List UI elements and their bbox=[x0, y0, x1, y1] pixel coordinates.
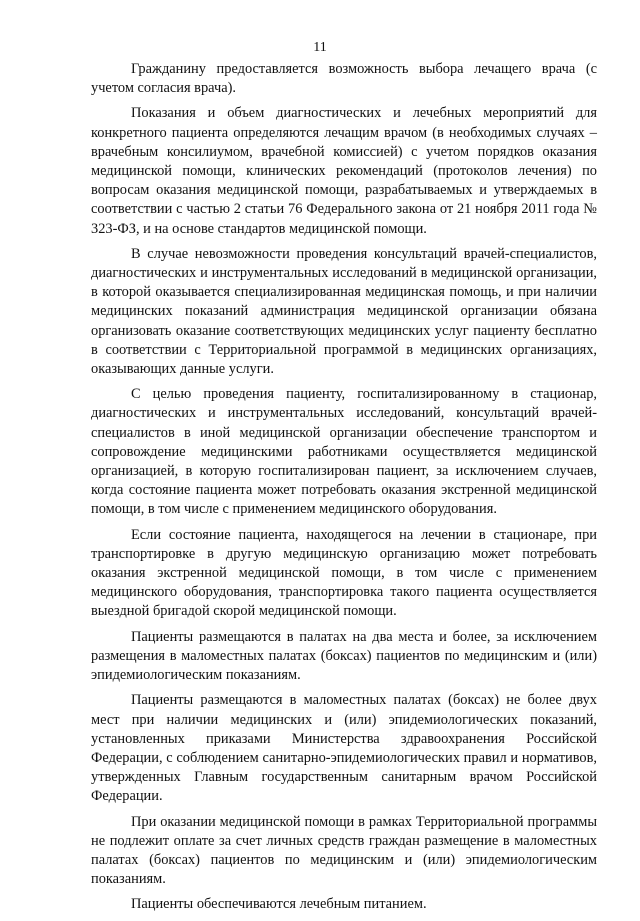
paragraph: Показания и объем диагностических и лечебных мероприятий для конкретного пациента определяются лечащим врачом (в необходимых случаях – врачебным консилиумом, врачебной комиссией) с учетом порядков оказания медицинской помощи, клинических рекомендаций (протоколов лечения) по вопросам оказания медицинской помощи, разрабатываемых и утверждаемых в соответствии с частью 2 статьи 76 Федерального закона от 21 ноября 2011 года № 323-ФЗ, и на основе стандартов медицинской помощи. bbox=[91, 105, 597, 237]
page-number: 11 bbox=[313, 40, 327, 55]
paragraph: Если состояние пациента, находящегося на лечении в стационаре, при транспортировке в другую медицинскую организацию может потребовать оказания экстренной медицинской помощи, в том числе с применением медицинского оборудования, транспортировка такого пациента осуществляется выездной бригадой скорой медицинской помощи. bbox=[91, 526, 597, 620]
paragraph: Пациенты размещаются в маломестных палатах (боксах) не более двух мест при наличии медицинских и (или) эпидемиологических показаний, установленных приказами Министерства здравоохранения Российской Федерации, с соблюдением санитарно-эпидемиологических правил и нормативов, утвержденных Главным государственным санитарным врачом Российской Федерации. bbox=[91, 692, 597, 805]
paragraph: Пациенты размещаются в палатах на два места и более, за исключением размещения в маломестных палатах (боксах) пациентов по медицинским и (или) эпидемиологическим показаниям. bbox=[91, 628, 597, 684]
paragraph: В случае невозможности проведения консультаций врачей-специалистов, диагностических и инструментальных исследований в медицинской организации, в которой оказывается специализированная медицинская помощь, и при наличии медицинских показаний администрация медицинской организации обязана организовать оказание соответствующих медицинских услуг пациенту бесплатно в соответствии с Территориальной программой в медицинских организациях, оказывающих данные услуги. bbox=[91, 245, 597, 378]
paragraph: Гражданину предоставляется возможность выбора лечащего врача (с учетом согласия врача). bbox=[91, 61, 597, 97]
paragraph: При оказании медицинской помощи в рамках Территориальной программы не подлежит оплате за счет личных средств граждан размещение в маломестных палатах (боксах) пациентов по медицинским и (или) эпидемиологическим показаниям. bbox=[91, 813, 597, 888]
paragraph: Пациенты обеспечиваются лечебным питанием. bbox=[131, 896, 427, 913]
document-body bbox=[91, 60, 597, 921]
paragraph: С целью проведения пациенту, госпитализированному в стационар, диагностических и инструментальных исследований, консультаций врачей-специалистов в иной медицинской организации обеспечение транспортом и сопровождение медицинскими работниками осуществляется медицинской организацией, в которую госпитализирован пациент, за исключением случаев, когда состояние пациента может потребовать оказания экстренной медицинской помощи, в том числе с применением медицинского оборудования. bbox=[91, 386, 597, 518]
